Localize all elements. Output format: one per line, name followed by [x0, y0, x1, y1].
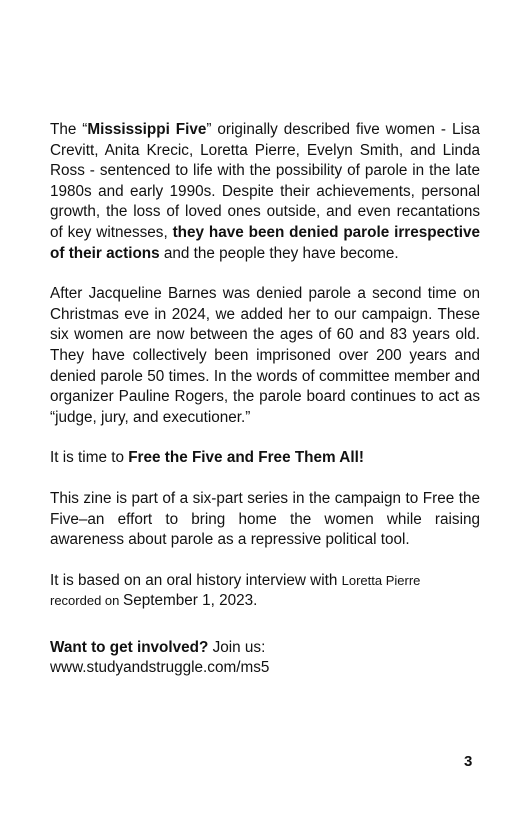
- free-them-all-slogan: Free the Five and Free Them All!: [128, 449, 364, 467]
- get-involved-block: [50, 638, 480, 679]
- intro-text-3: and the people they have become.: [159, 244, 399, 262]
- page-number: 3: [464, 753, 473, 770]
- interviewee-name: Loretta Pierre: [341, 572, 421, 588]
- website-link[interactable]: www.studyandstruggle.com/ms5: [50, 659, 270, 677]
- denied-parole-emphasis: they have been denied parole irrespective of their actions: [50, 223, 480, 262]
- zine-page-body: [50, 120, 480, 699]
- source-text-1: It is based on an oral history interview with: [50, 571, 342, 589]
- join-us-text: Join us:: [208, 638, 266, 656]
- get-involved-heading: Want to get involved?: [50, 638, 209, 656]
- call-paragraph: [50, 448, 480, 469]
- call-text: It is time to: [50, 449, 129, 467]
- interview-date: September 1, 2023.: [123, 592, 258, 610]
- campaign-paragraph: After Jacqueline Barnes was denied parole a second time on Christmas eve in 2024, we added her to our campaign. These six women are now between the ages of 60 and 83 years old. They have collectively been imprisoned over 200 years and denied parole 50 times. In the words of committee member and organizer Pauline Rogers, the parole board continues to act as “judge, jury, and executioner.”: [50, 285, 480, 426]
- intro-paragraph: [50, 120, 480, 264]
- series-paragraph: This zine is part of a six-part series in the campaign to Free the Five–an effort to bring home the women while raising awareness about parole as a repressive political tool.: [50, 489, 480, 549]
- mississippi-five-term: Mississippi Five: [87, 121, 207, 138]
- source-paragraph: [50, 571, 480, 612]
- intro-text-1: The “: [50, 121, 88, 138]
- source-text-2: recorded on: [50, 593, 123, 609]
- intro-text-2: ” originally described five women - Lisa Crevitt, Anita Krecic, Loretta Pierre, Evelyn Smith, and Linda Ross - sentenced to life with the possibility of parole in the late 1980s and early 1990s. Despite their achievements, personal growth, the loss of loved ones outside, and even recantations of key witnesses,: [50, 121, 481, 241]
